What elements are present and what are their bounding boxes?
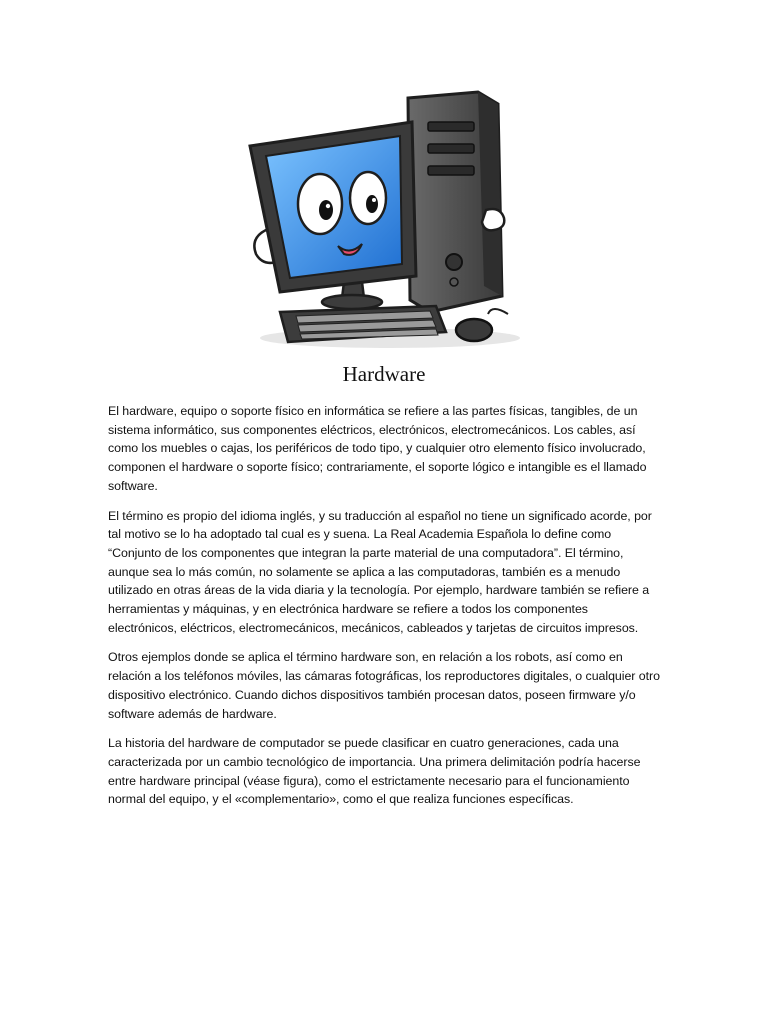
paragraph-1: El hardware, equipo o soporte físico en informática se refiere a las partes físicas, tangibles, de un sistema informático, sus componentes eléctricos, electrónicos, electromecánicos. Los cables, así como los muebles o cajas, los periféricos de todo tipo, y cualquier otro elemento físico involucrado, componen el hardware o soporte físico; contrariamente, el soporte lógico e intangible es el llamado software. bbox=[108, 404, 647, 493]
tower-shape bbox=[408, 92, 504, 312]
cartoon-computer-illustration bbox=[240, 86, 530, 354]
monitor-shape bbox=[250, 122, 416, 292]
paragraph-3: Otros ejemplos donde se aplica el término hardware son, en relación a los robots, así como en relación a los teléfonos móviles, las cámaras fotográficas, los reproductores digitales, o cualquier otro dispositivo electrónico. Cuando dichos dispositivos también procesan datos, poseen firmware y/o software además de hardware. bbox=[108, 650, 660, 721]
cartoon-computer-icon bbox=[240, 86, 530, 354]
document-body bbox=[108, 402, 660, 820]
document-title: Hardware bbox=[342, 362, 426, 386]
paragraph-2: El término es propio del idioma inglés, y su traducción al español no tiene un significado acorde, por tal motivo se lo ha adoptado tal cual es y suena. La Real Academia Española lo define como “Conjunto de los componentes que integran la parte material de una computadora”. El término, aunque sea lo más común, no solamente se aplica a las computadoras, también es a menudo utilizado en otras áreas de la vida diaria y la tecnología. Por ejemplo, hardware también se refiere a herramientas y máquinas, y en electrónica hardware se refiere a todos los componentes electrónicos, eléctricos, electromecánicos, mecánicos, cableados y tarjetas de circuitos impresos. bbox=[108, 508, 652, 635]
paragraph-4: La historia del hardware de computador se puede clasificar en cuatro generaciones, cada una caracterizada por un cambio tecnológico de importancia. Una primera delimitación podría hacerse entre hardware principal (véase figura), como el estrictamente necesario para el funcionamiento normal del equipo, y el «complementario», como el que realiza funciones específicas. bbox=[108, 736, 641, 807]
